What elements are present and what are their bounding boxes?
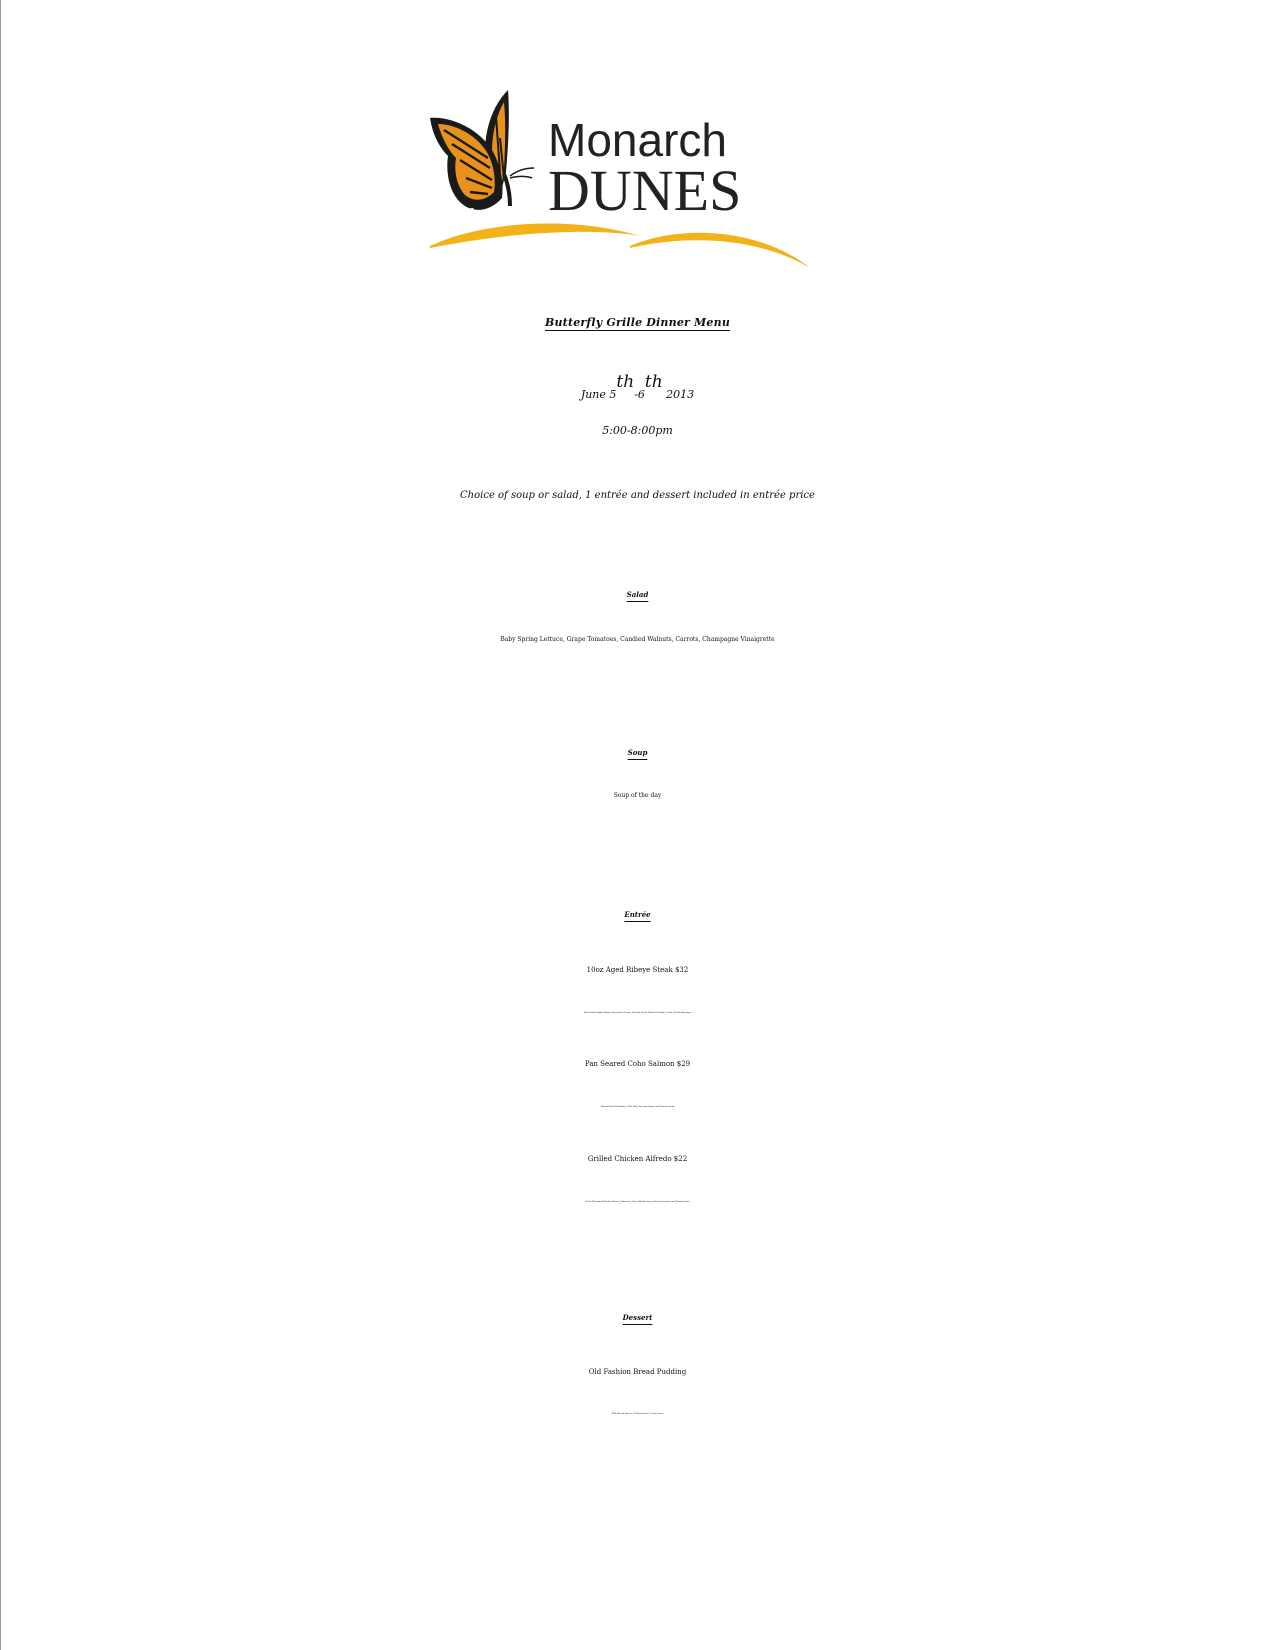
dessert-heading: Dessert bbox=[622, 1313, 653, 1322]
dessert-item-name: Old Fashion Bread Pudding bbox=[588, 1368, 687, 1376]
date-mid: -6 bbox=[634, 388, 645, 401]
soup-heading: Soup bbox=[627, 748, 648, 757]
date-ordinal-1: th bbox=[616, 372, 635, 392]
menu-date bbox=[0, 372, 1275, 401]
entree-item-name: Pan Seared Coho Salmon $29 bbox=[584, 1060, 691, 1068]
dessert-item-desc: Wild Marion Berries, Whiskey Sauce, Fresh Cream bbox=[611, 1413, 664, 1415]
logo-monarch-text: Monarch bbox=[548, 114, 727, 166]
entree-item-name: 10oz Aged Ribeye Steak $32 bbox=[586, 966, 689, 974]
entree-item-desc: Tomato-Basil Hollandaise, Rice Pilaf, Zucchini-Squash and Tomato Sauté bbox=[600, 1106, 675, 1108]
entree-item-desc: Garlic Marinated Chicken Breast, Fettuccini, Fresh Alfredo Sauce, Zucchini-Squash and Tomato Sauté bbox=[585, 1201, 690, 1203]
dune-swoosh-icon bbox=[430, 224, 810, 268]
salad-heading: Salad bbox=[626, 590, 649, 599]
date-ordinal-2: th bbox=[644, 372, 663, 392]
entree-item-name: Grilled Chicken Alfredo $22 bbox=[587, 1155, 688, 1163]
butterfly-icon bbox=[430, 90, 534, 212]
salad-text: Baby Spring Lettuce, Grape Tomatoes, Candied Walnuts, Carrots, Champagne Vinaigrette bbox=[500, 636, 775, 643]
page-edge-line bbox=[0, 0, 1, 1650]
monarch-dunes-logo bbox=[430, 88, 850, 288]
date-prefix: June 5 bbox=[580, 388, 617, 401]
entree-heading: Entrée bbox=[624, 910, 651, 919]
choice-note: Choice of soup or salad, 1 entrée and dessert included in entrée price bbox=[460, 490, 815, 501]
soup-text: Soup of the day bbox=[613, 792, 662, 799]
date-suffix: 2013 bbox=[662, 388, 695, 401]
menu-title: Butterfly Grille Dinner Menu bbox=[544, 316, 731, 329]
entree-item-desc: Oak Smoked Apple-Honey Horseradish Cream, Roasted Garlic Mashed Potatoes, Fresh Grilled Asparagus bbox=[583, 1012, 692, 1014]
menu-time: 5:00-8:00pm bbox=[602, 424, 673, 437]
logo-dunes-text: DUNES bbox=[548, 158, 742, 223]
